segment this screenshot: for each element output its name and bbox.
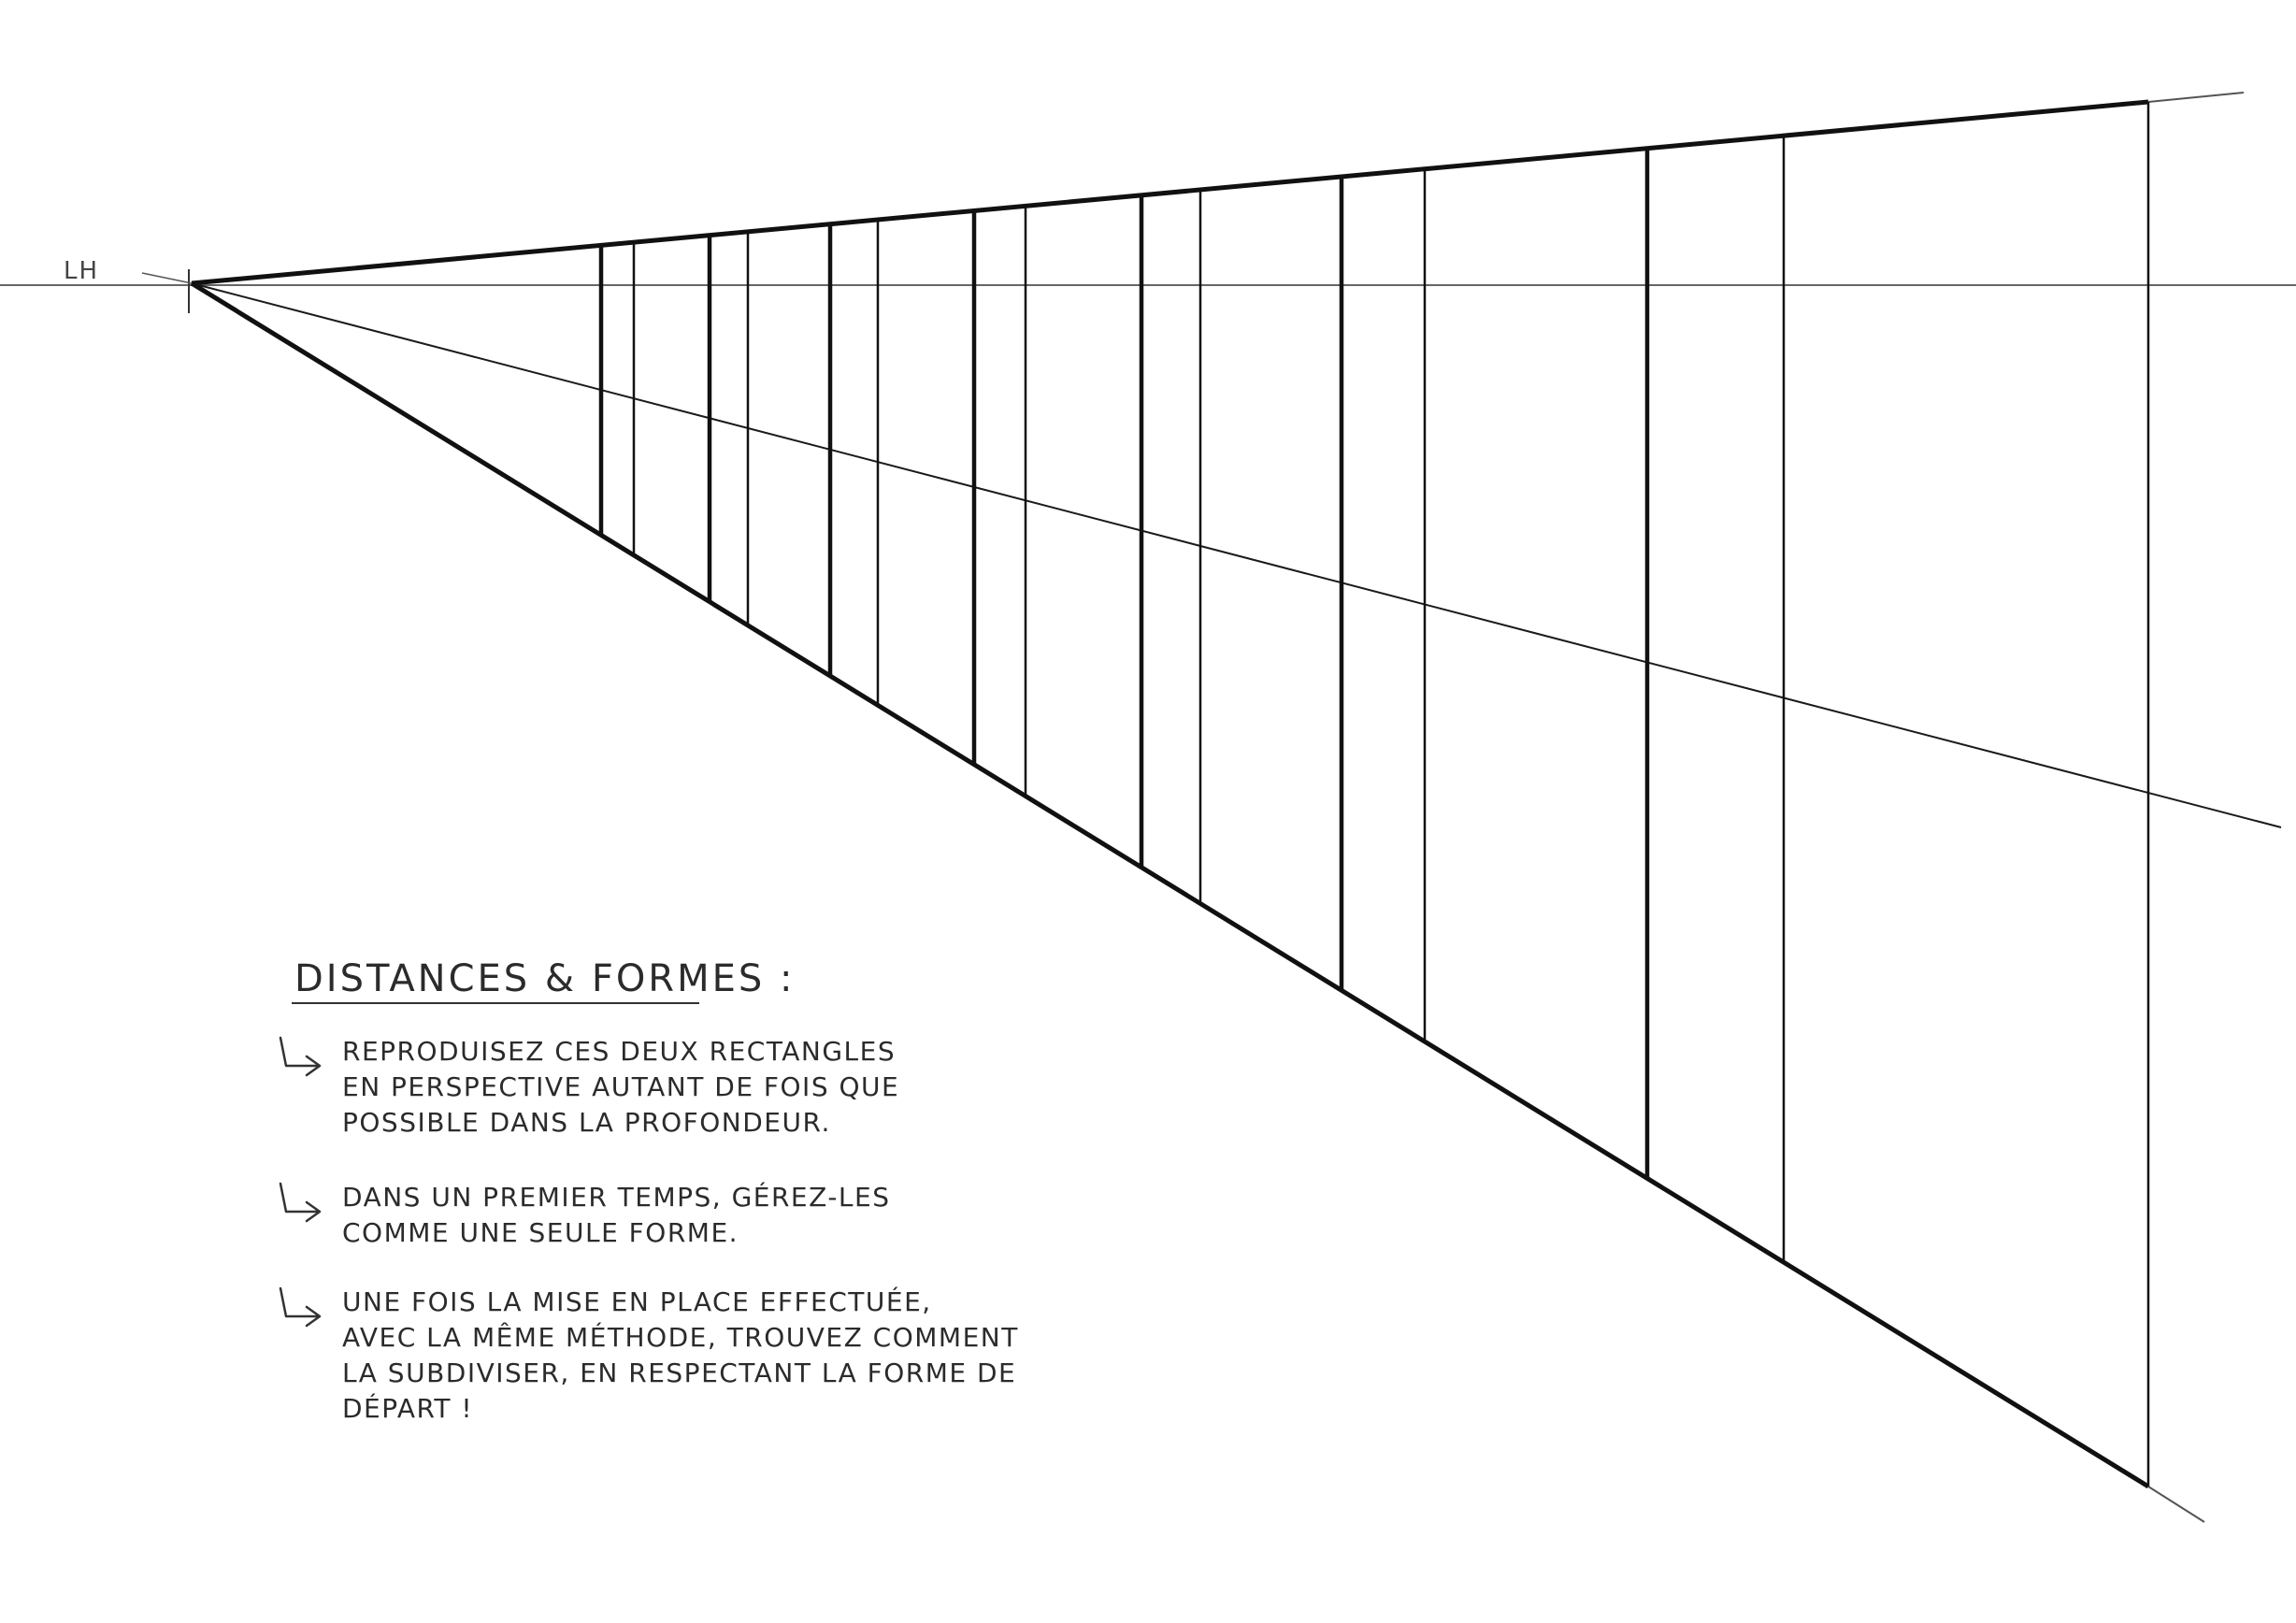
note-2-line-1: DANS UN PREMIER TEMPS, GÉREZ-LES bbox=[342, 1182, 891, 1213]
note-3-line-1: UNE FOIS LA MISE EN PLACE EFFECTUÉE, bbox=[342, 1286, 932, 1317]
note-item-2 bbox=[280, 1181, 890, 1248]
notes-title: DISTANCES & FORMES : bbox=[294, 957, 796, 1000]
note-2-line-2: COMME UNE SEULE FORME. bbox=[342, 1217, 739, 1248]
middle-perspective-line bbox=[192, 283, 2281, 827]
rectangle-edges bbox=[601, 102, 2148, 1487]
bottom-line-extension bbox=[2148, 1487, 2204, 1522]
note-1-line-2: EN PERSPECTIVE AUTANT DE FOIS QUE bbox=[342, 1071, 900, 1102]
horizon-label: LH bbox=[64, 257, 100, 285]
note-3-line-4: DÉPART ! bbox=[342, 1393, 474, 1424]
notes-panel bbox=[280, 957, 1019, 1424]
corner-arrow-icon bbox=[280, 1288, 320, 1326]
note-item-1 bbox=[280, 1036, 899, 1138]
note-1-line-3: POSSIBLE DANS LA PROFONDEUR. bbox=[342, 1107, 831, 1138]
top-line-extension bbox=[2148, 93, 2244, 102]
corner-arrow-icon bbox=[280, 1038, 320, 1075]
vanishing-point-lead-in bbox=[142, 273, 192, 283]
note-3-line-2: AVEC LA MÊME MÉTHODE, TROUVEZ COMMENT bbox=[342, 1322, 1019, 1353]
note-item-3 bbox=[280, 1285, 1019, 1424]
corner-arrow-icon bbox=[280, 1184, 320, 1221]
note-1-line-1: REPRODUISEZ CES DEUX RECTANGLES bbox=[342, 1036, 897, 1067]
top-perspective-line bbox=[192, 102, 2148, 283]
note-3-line-3: LA SUBDIVISER, EN RESPECTANT LA FORME DE bbox=[342, 1357, 1017, 1388]
